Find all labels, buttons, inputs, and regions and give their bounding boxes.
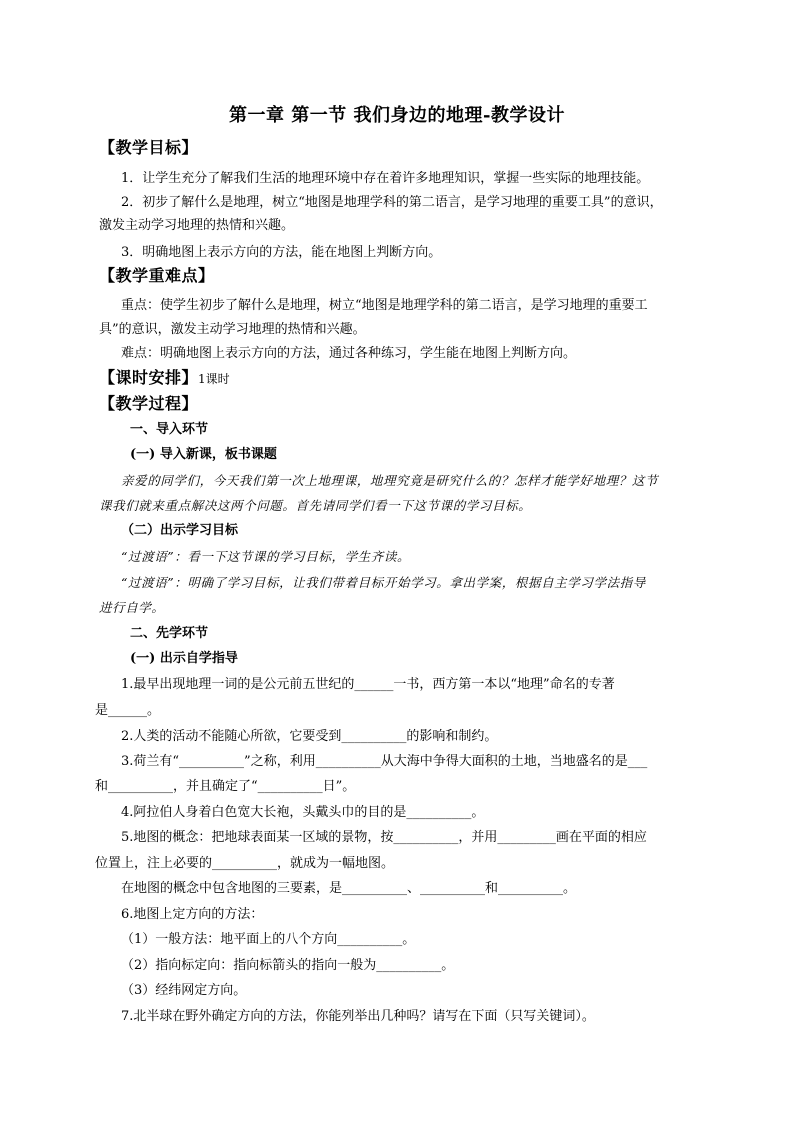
part-1-1-heading: (一) 导入新课，板书课题 xyxy=(130,447,277,462)
question-7: 7.北半球在野外确定方向的方法，你能列举出几种吗？请写在下面（只写关键词）。 xyxy=(121,1009,595,1024)
key-point-1-line-1: 重点：使学生初步了解什么是地理，树立“地图是地理学科的第二语言，是学习地理的重要工 xyxy=(121,298,648,313)
question-2: 2.人类的活动不能随心所欲，它要受到__________的影响和制约。 xyxy=(121,729,498,744)
part-2-1-heading: (一) 出示自学指导 xyxy=(130,651,238,666)
question-3-line-1: 3.荷兰有“__________”之称，利用__________从大海中争得大面积的土地，当地盛名的是___ xyxy=(121,754,648,769)
question-1-line-2: 是______。 xyxy=(95,703,161,718)
document-title: 第一章 第一节 我们身边的地理-教学设计 xyxy=(228,105,565,126)
key-point-1-line-2: 具”的意识，激发主动学习地理的热情和兴趣。 xyxy=(99,322,366,337)
objective-3: 3．明确地图上表示方向的方法，能在地图上判断方向。 xyxy=(121,245,442,260)
question-6-item-2: （2）指向标定向：指向标箭头的指向一般为__________。 xyxy=(121,958,455,973)
part-1-1-text-line-2: 课我们就来重点解决这两个问题。首先请同学们看一下这节课的学习目标。 xyxy=(99,498,532,513)
objective-2-line-1: 2．初步了解什么是地理，树立“地图是地理学科的第二语言，是学习地理的重要工具”的意识， xyxy=(121,195,663,210)
question-5-line-3: 在地图的概念中包含地图的三要素，是__________、__________和__________。 xyxy=(121,881,577,896)
question-6-item-1: （1）一般方法：地平面上的八个方向__________。 xyxy=(121,932,416,947)
question-4: 4.阿拉伯人身着白色宽大长袍，头戴头巾的目的是__________。 xyxy=(121,805,485,820)
question-1-line-1: 1.最早出现地理一词的是公元前五世纪的______一书，西方第一本以“地理”命名的专著 xyxy=(121,677,615,692)
objective-1: 1．让学生充分了解我们生活的地理环境中存在着许多地理知识，掌握一些实际的地理技能。 xyxy=(121,171,650,186)
part-1-heading: 一、导入环节 xyxy=(130,422,209,437)
part-2-heading: 二、先学环节 xyxy=(130,626,209,641)
question-5-line-1: 5.地图的概念：把地球表面某一区域的景物，按__________，并用_________画在平面的相应 xyxy=(121,830,647,845)
question-5-line-2: 位置上，注上必要的__________，就成为一幅地图。 xyxy=(95,856,395,871)
part-1-2-heading: （二）出示学习目标 xyxy=(121,523,239,538)
part-1-1-text-line-1: 亲爱的同学们，今天我们第一次上地理课，地理究竟是研究什么的？怎样才能学好地理？这节 xyxy=(121,473,659,488)
part-1-2-text-line-2: “过渡语”：明确了学习目标，让我们带着目标开始学习。拿出学案，根据自主学习学法指导 xyxy=(121,575,646,590)
schedule-heading xyxy=(99,367,230,390)
key-point-2: 难点：明确地图上表示方向的方法，通过各种练习，学生能在地图上判断方向。 xyxy=(121,346,577,361)
schedule-value: 1课时 xyxy=(198,372,230,386)
question-6-item-3: （3）经纬网定方向。 xyxy=(121,983,247,998)
question-3-line-2: 和__________，并且确定了“__________日”。 xyxy=(95,779,356,794)
schedule-heading-label: 【课时安排】 xyxy=(99,368,199,387)
process-heading: 【教学过程】 xyxy=(99,394,199,413)
part-1-2-text-line-3: 进行自学。 xyxy=(99,600,165,615)
objectives-heading: 【教学目标】 xyxy=(99,138,199,157)
key-points-heading: 【教学重难点】 xyxy=(99,266,215,285)
question-6: 6.地图上定方向的方法： xyxy=(121,907,264,922)
part-1-2-text-line-1: “过渡语”：看一下这节课的学习目标，学生齐读。 xyxy=(121,549,411,564)
objective-2-line-2: 激发主动学习地理的热情和兴趣。 xyxy=(99,218,295,233)
